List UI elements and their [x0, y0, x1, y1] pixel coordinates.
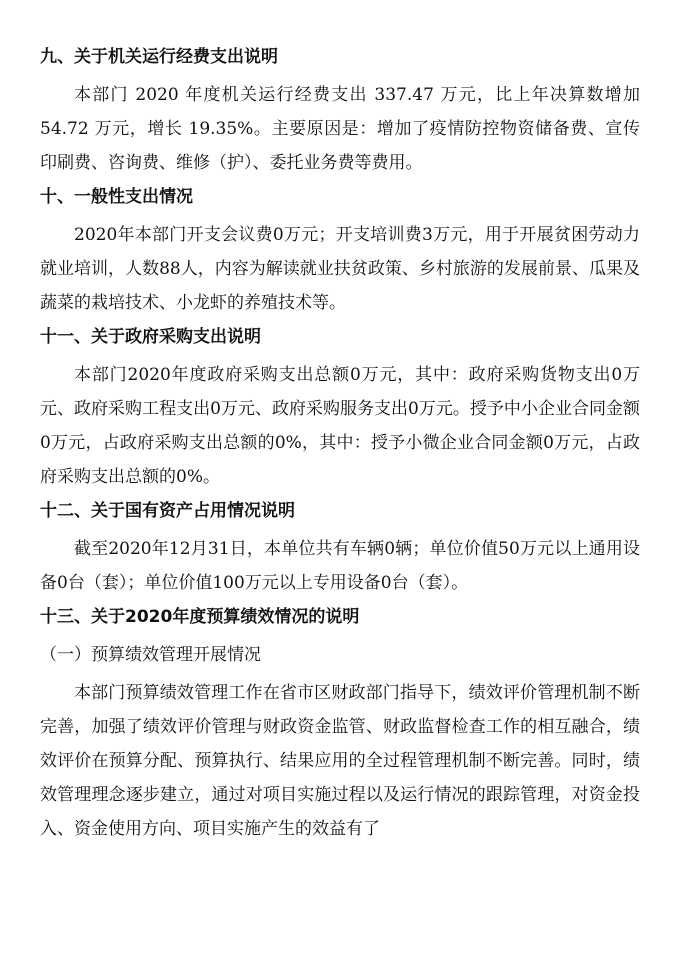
- section-13-subheading: （一）预算绩效管理开展情况: [40, 645, 261, 665]
- section-11-heading: 十一、关于政府采购支出说明: [40, 327, 261, 347]
- section-13-paragraph: 本部门预算绩效管理工作在省市区财政部门指导下，绩效评价管理机制不断完善，加强了绩效评价管理与财政资金监管、财政监督检查工作的相互融合，绩效评价在预算分配、预算执行、结果应用的全过程管理机制不断完善。同时，绩效管理理念逐步建立，通过对项目实施过程以及运行情况的跟踪管理，对资金投入、资金使用方向、项目实施产生的效益有了: [40, 683, 640, 839]
- section-10-paragraph: 2020年本部门开支会议费0万元；开支培训费3万元，用于开展贫困劳动力就业培训，人数88人，内容为解读就业扶贫政策、乡村旅游的发展前景、瓜果及蔬菜的栽培技术、小龙虾的养殖技术等。: [40, 225, 640, 313]
- section-12-paragraph: 截至2020年12月31日，本单位共有车辆0辆；单位价值50万元以上通用设备0台（套）；单位价值100万元以上专用设备0台（套）。: [40, 539, 640, 593]
- section-10-heading: 十、一般性支出情况: [40, 187, 193, 207]
- section-12-heading: 十二、关于国有资产占用情况说明: [40, 501, 295, 521]
- document-page: [40, 40, 640, 846]
- section-13-heading: 十三、关于2020年度预算绩效情况的说明: [40, 607, 360, 627]
- section-9-heading: 九、关于机关运行经费支出说明: [40, 47, 278, 67]
- section-11-paragraph: 本部门2020年度政府采购支出总额0万元，其中：政府采购货物支出0万元、政府采购工程支出0万元、政府采购服务支出0万元。授予中小企业合同金额0万元，占政府采购支出总额的0%，其中：授予小微企业合同金额0万元，占政府采购支出总额的0%。: [40, 365, 640, 487]
- section-9-paragraph: 本部门 2020 年度机关运行经费支出 337.47 万元，比上年决算数增加 54.72 万元，增长 19.35%。主要原因是：增加了疫情防控物资储备费、宣传印刷费、咨询费、维修（护）、委托业务费等费用。: [40, 85, 640, 173]
